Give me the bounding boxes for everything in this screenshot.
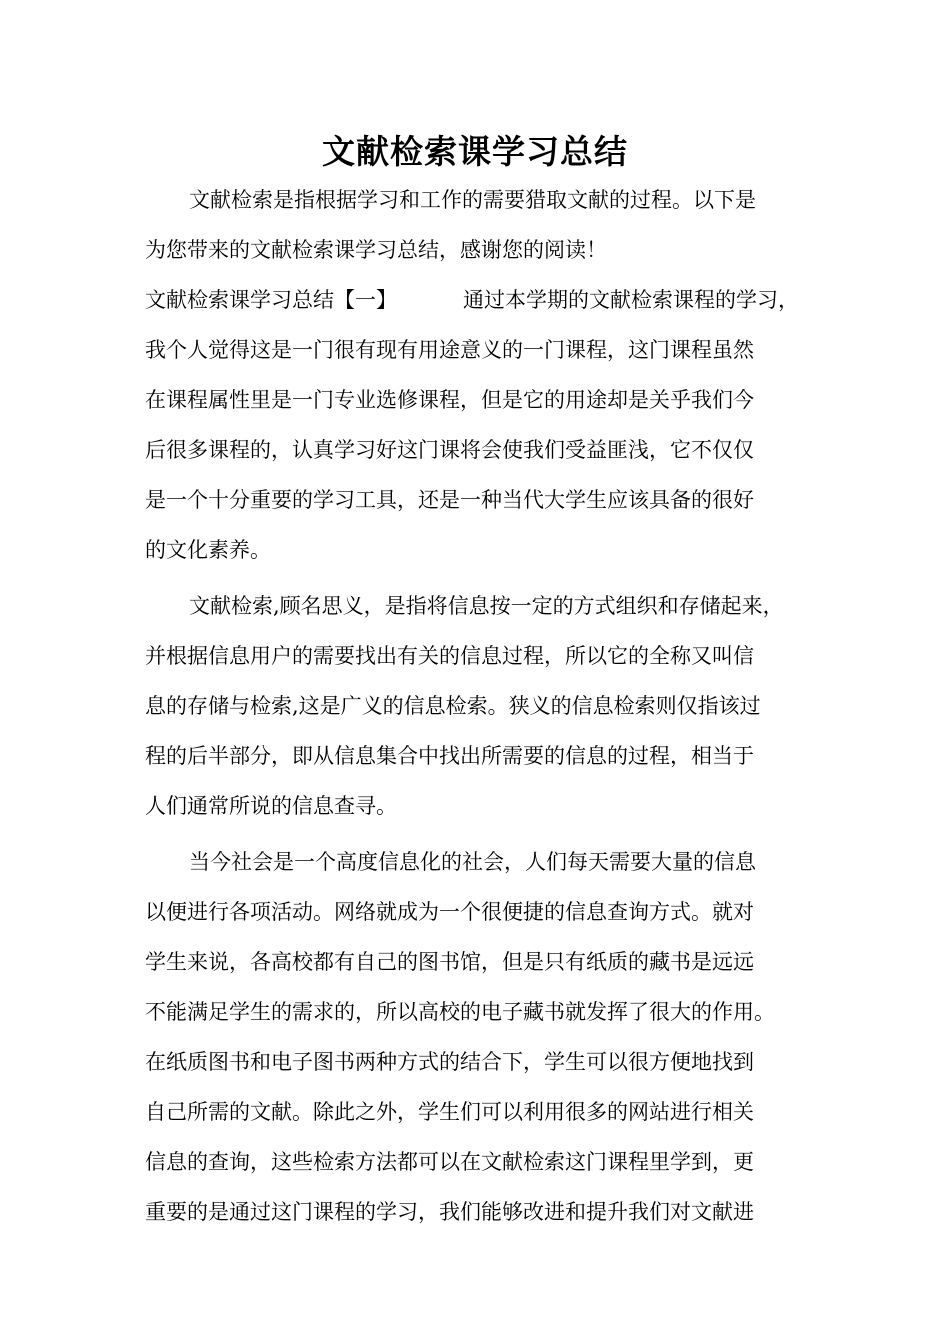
para3-line-2: 以便进行各项活动。网络就成为一个很便捷的信息查询方式。就对 [145,900,754,924]
section1-line-4: 是一个十分重要的学习工具，还是一种当代大学生应该具备的很好 [145,488,754,512]
document-body [145,178,820,1240]
intro-line-2: 为您带来的文献检索课学习总结，感谢您的阅读！ [145,238,607,262]
para2-line-4: 程的后半部分，即从信息集合中找出所需要的信息的过程，相当于 [145,744,754,768]
para2-line-1: 文献检索,顾名思义，是指将信息按一定的方式组织和存储起来， [189,594,784,618]
document-title: 文献检索课学习总结 [322,132,628,171]
para3-line-1: 当今社会是一个高度信息化的社会，人们每天需要大量的信息 [189,850,756,874]
section1-line-5: 的文化素养。 [145,538,271,562]
section1-line-3: 后很多课程的，认真学习好这门课将会使我们受益匪浅，它不仅仅 [145,438,754,462]
section1-line-2: 在课程属性里是一门专业选修课程，但是它的用途却是关乎我们今 [145,388,754,412]
para2-line-3: 息的存储与检索,这是广义的信息检索。狭义的信息检索则仅指该过 [145,694,761,718]
para3-line-4: 不能满足学生的需求的，所以高校的电子藏书就发挥了很大的作用。 [145,1000,775,1024]
para3-line-5: 在纸质图书和电子图书两种方式的结合下，学生可以很方便地找到 [145,1050,754,1074]
intro-line-1: 文献检索是指根据学习和工作的需要猎取文献的过程。以下是 [189,188,756,212]
para3-line-6: 自己所需的文献。除此之外，学生们可以利用很多的网站进行相关 [145,1100,754,1124]
section-heading-line [145,278,820,328]
section1-line-0: 通过本学期的文献检索课程的学习， [463,288,799,312]
para2-line-5: 人们通常所说的信息查寻。 [145,794,397,818]
para3-line-3: 学生来说，各高校都有自己的图书馆，但是只有纸质的藏书是远远 [145,950,754,974]
para2-line-2: 并根据信息用户的需要找出有关的信息过程，所以它的全称又叫信 [145,644,754,668]
section1-line-1: 我个人觉得这是一门很有现有用途意义的一门课程，这门课程虽然 [145,338,754,362]
section-heading: 文献检索课学习总结【一】 [145,288,397,312]
para3-line-8: 重要的是通过这门课程的学习，我们能够改进和提升我们对文献进 [145,1200,754,1224]
para3-line-7: 信息的查询，这些检索方法都可以在文献检索这门课程里学到，更 [145,1150,754,1174]
